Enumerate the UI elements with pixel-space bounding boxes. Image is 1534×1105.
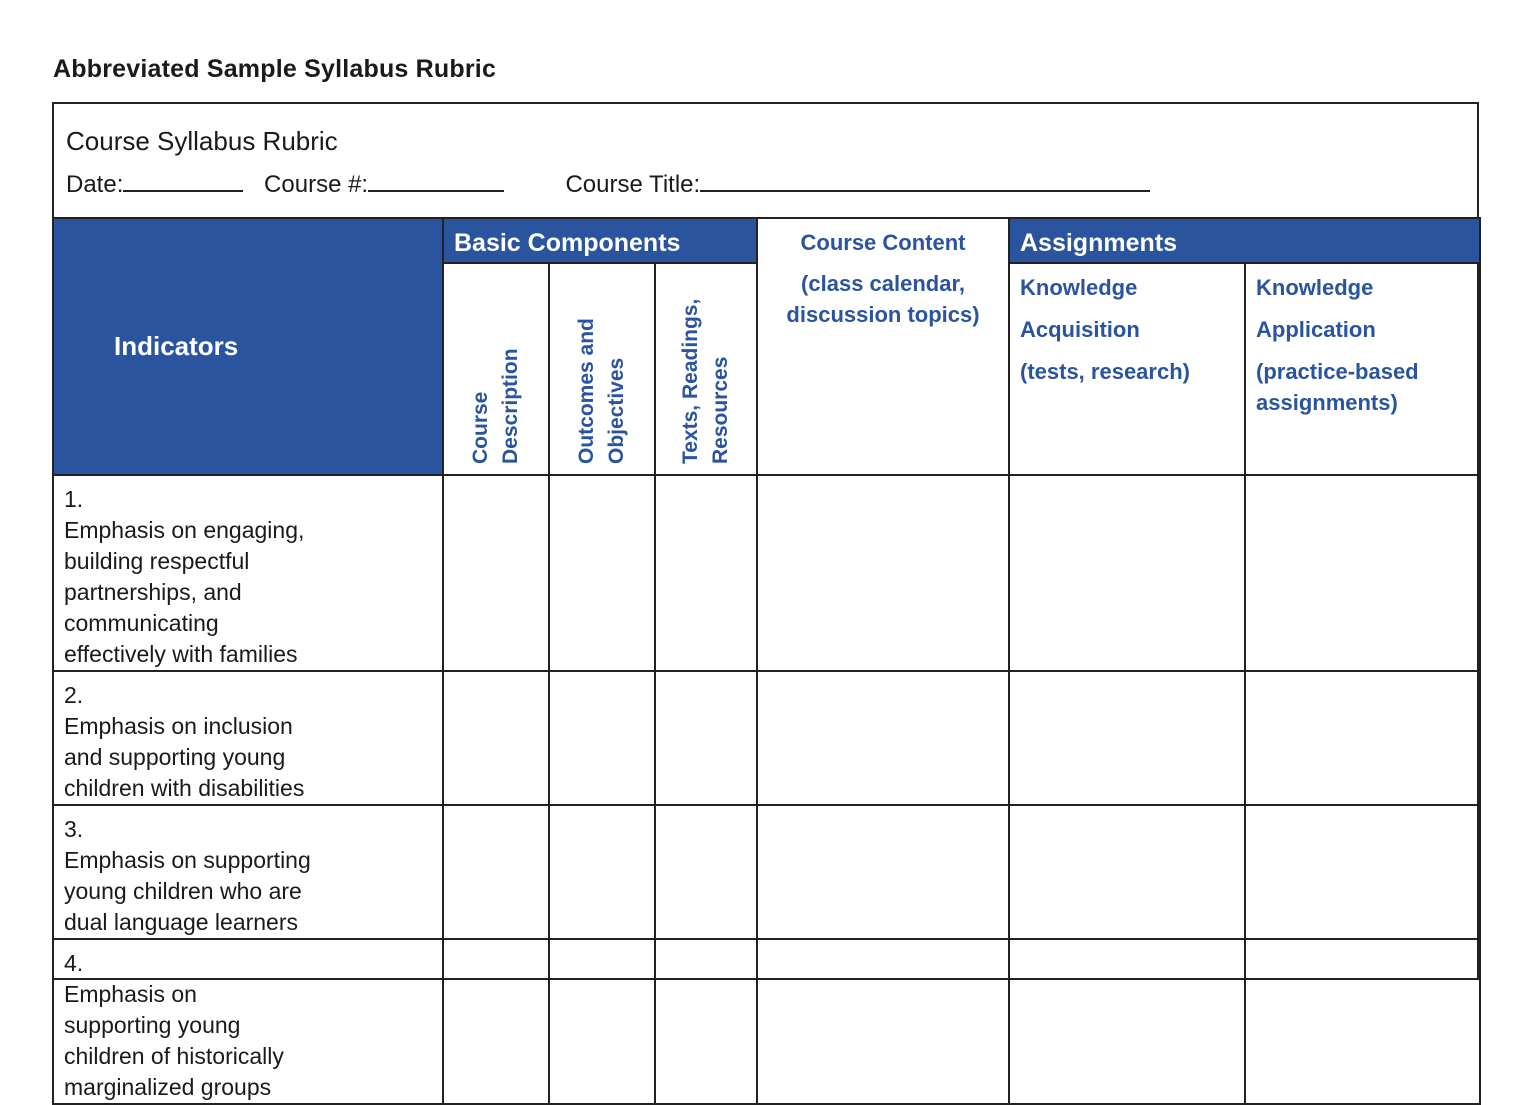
rubric-form — [52, 102, 1479, 1100]
rubric-table — [52, 217, 1481, 1105]
course-description-header: Course Description — [443, 263, 549, 475]
rating-cell[interactable] — [1009, 475, 1245, 671]
rating-cell[interactable] — [655, 939, 757, 1104]
rating-cell[interactable] — [1245, 805, 1480, 939]
indicator-row-4 — [53, 939, 1480, 1104]
rating-cell[interactable] — [757, 475, 1009, 671]
knowledge-application-header: Knowledge Application (practice-based assignments) — [1245, 263, 1480, 475]
indicator-cell: 4. Emphasis on supporting young children of historically marginalized groups — [53, 939, 443, 1104]
rating-cell[interactable] — [443, 475, 549, 671]
course-title-field[interactable] — [565, 170, 1150, 199]
date-field[interactable] — [66, 170, 243, 199]
knowledge-acquisition-header: Knowledge Acquisition (tests, research) — [1009, 263, 1245, 475]
indicator-cell: 3. Emphasis on supporting young children who are dual language learners — [53, 805, 443, 939]
rating-cell[interactable] — [1009, 939, 1245, 1104]
date-label: Date: — [66, 171, 124, 198]
basic-components-header: Basic Components — [443, 218, 757, 263]
rating-cell[interactable] — [549, 671, 655, 805]
rating-cell[interactable] — [443, 805, 549, 939]
texts-readings-header: Texts, Readings, Resources — [655, 263, 757, 475]
rating-cell[interactable] — [757, 939, 1009, 1104]
indicator-row-2 — [53, 671, 1480, 805]
rating-cell[interactable] — [443, 939, 549, 1104]
rating-cell[interactable] — [1245, 475, 1480, 671]
outcomes-objectives-header: Outcomes and Objectives — [549, 263, 655, 475]
rating-cell[interactable] — [549, 939, 655, 1104]
rating-cell[interactable] — [1245, 671, 1480, 805]
indicator-cell: 2. Emphasis on inclusion and supporting young children with disabilities — [53, 671, 443, 805]
rating-cell[interactable] — [1245, 939, 1480, 1104]
rating-cell[interactable] — [549, 805, 655, 939]
rating-cell[interactable] — [1009, 805, 1245, 939]
rating-cell[interactable] — [549, 475, 655, 671]
rating-cell[interactable] — [655, 671, 757, 805]
indicator-row-1 — [53, 475, 1480, 671]
course-number-blank[interactable] — [368, 170, 504, 192]
indicator-row-3 — [53, 805, 1480, 939]
indicator-cell: 1. Emphasis on engaging, building respectful partnerships, and communicating effectively with families — [53, 475, 443, 671]
rating-cell[interactable] — [757, 805, 1009, 939]
document-title: Abbreviated Sample Syllabus Rubric — [53, 55, 497, 83]
rating-cell[interactable] — [757, 671, 1009, 805]
rating-cell[interactable] — [655, 475, 757, 671]
form-title: Course Syllabus Rubric — [66, 126, 338, 156]
course-title-label: Course Title: — [565, 171, 701, 198]
indicators-header: Indicators — [53, 218, 443, 475]
course-content-sub1: (class calendar, — [801, 271, 965, 296]
course-content-sub2: discussion topics) — [786, 302, 980, 327]
course-title-blank[interactable] — [700, 170, 1150, 192]
course-number-field[interactable] — [264, 170, 504, 199]
rating-cell[interactable] — [655, 805, 757, 939]
rating-cell[interactable] — [1009, 671, 1245, 805]
rating-cell[interactable] — [443, 671, 549, 805]
course-content-label: Course Content — [800, 230, 966, 255]
date-blank[interactable] — [123, 170, 243, 192]
assignments-header: Assignments — [1009, 218, 1480, 263]
course-number-label: Course #: — [264, 171, 369, 198]
course-content-header — [757, 218, 1009, 475]
form-fields — [66, 170, 1164, 199]
